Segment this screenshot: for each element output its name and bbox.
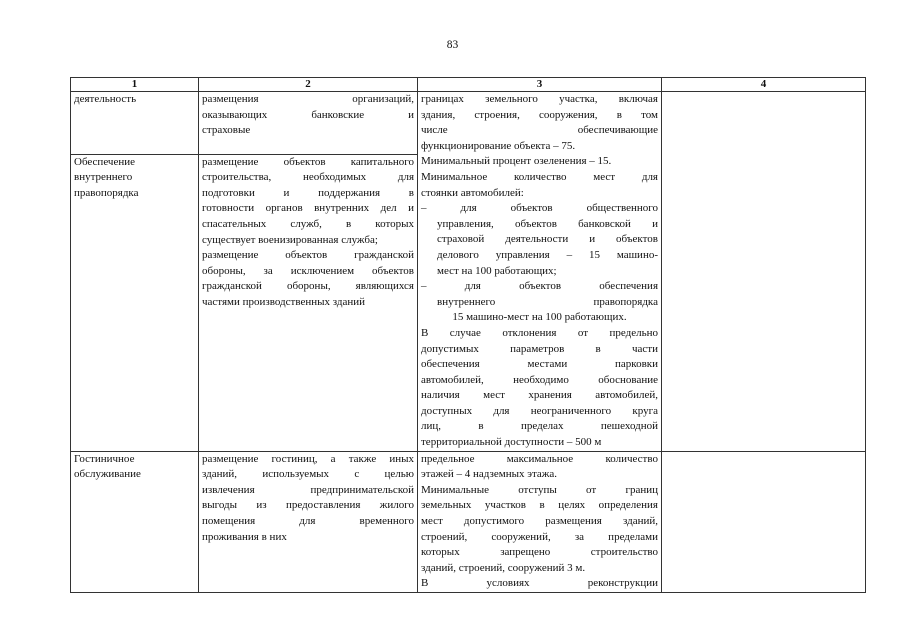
cell-line: гражданской обороны, являющихся xyxy=(202,280,414,293)
cell-line: частями производственных зданий xyxy=(202,296,366,308)
cell-line: мест на 100 работающих; xyxy=(437,264,557,277)
row1-col1 xyxy=(71,92,199,155)
cell-line: Обеспечение xyxy=(74,155,135,168)
header-col-4: 4 xyxy=(662,78,866,92)
row1-2-col4 xyxy=(662,92,866,452)
cell-line: автомобилей, необходимо обоснование xyxy=(421,373,658,386)
cell-line: проживания в них xyxy=(202,530,287,543)
cell-line: границах земельного участка, включая xyxy=(421,93,658,105)
cell-line: размещение объектов гражданской xyxy=(202,249,414,262)
cell-line: обеспечения местами парковки xyxy=(421,358,658,371)
cell-line: территориальной доступности – 500 м xyxy=(421,436,602,449)
cell-line: готовности органов внутренних дел и xyxy=(202,202,414,215)
row3-col1 xyxy=(71,451,199,592)
cell-line: В случае отклонения от предельно xyxy=(421,326,658,339)
cell-line: предельное максимальное количество xyxy=(421,452,658,465)
cell-line: зданий, используемых с целью xyxy=(202,468,414,481)
cell-line: Минимальное количество мест для xyxy=(421,170,658,183)
regulation-table xyxy=(70,77,866,593)
row3-col3 xyxy=(418,451,662,592)
cell-line: страховой деятельности и объектов xyxy=(437,233,658,246)
cell-line: внутреннего xyxy=(74,171,133,184)
cell-line: обслуживание xyxy=(74,468,141,481)
cell-line: лиц, в пределах пешеходной xyxy=(421,420,658,433)
cell-line: – для объектов обеспечения xyxy=(421,280,658,293)
row2-col2 xyxy=(199,154,418,451)
cell-line: существует военизированная служба; xyxy=(202,233,378,246)
cell-line: строений, сооружений, за пределами xyxy=(421,530,658,543)
cell-line: – для объектов общественного xyxy=(421,202,658,215)
cell-line: 15 машино-мест на 100 работающих. xyxy=(452,311,627,324)
cell-line: мест допустимого размещения зданий, xyxy=(421,515,658,528)
page-number: 83 xyxy=(446,39,459,51)
cell-line: правопорядка xyxy=(74,186,139,199)
row1-2-col3 xyxy=(418,92,662,452)
table-row xyxy=(71,92,866,155)
row3-col2 xyxy=(199,451,418,592)
cell-line: размещение гостиниц, а также иных xyxy=(202,452,414,465)
cell-line: размещения организаций, xyxy=(202,93,414,105)
table-row xyxy=(71,451,866,592)
cell-line: внутреннего правопорядка xyxy=(437,295,658,308)
cell-line: функционирование объекта – 75. xyxy=(421,139,576,152)
cell-line: Минимальные отступы от границ xyxy=(421,483,658,496)
cell-line: допустимых параметров в части xyxy=(421,342,658,355)
cell-line: выгоды из предоставления жилого xyxy=(202,499,414,512)
cell-line: земельных участков в целях определения xyxy=(421,499,658,512)
cell-line: оказывающих банковские и xyxy=(202,108,414,121)
cell-line: стоянки автомобилей: xyxy=(421,186,524,199)
cell-line: здания, строения, сооружения, в том xyxy=(421,108,658,121)
cell-line: извлечения предпринимательской xyxy=(202,483,414,496)
cell-line: делового управления – 15 машино- xyxy=(437,248,658,261)
cell-line: зданий, строений, сооружений 3 м. xyxy=(421,561,586,574)
cell-line: доступных для неограниченного круга xyxy=(421,404,658,417)
cell-line: обороны, за исключением объектов xyxy=(202,264,414,277)
cell-line: которых запрещено строительство xyxy=(421,546,658,559)
cell-line: наличия мест хранения автомобилей, xyxy=(421,389,658,402)
cell-line: страховые xyxy=(202,124,251,137)
header-col-3: 3 xyxy=(418,78,662,92)
cell-line: деятельность xyxy=(74,93,137,105)
cell-line: числе обеспечивающие xyxy=(421,124,658,137)
cell-line: Гостиничное xyxy=(74,452,135,465)
row3-col4 xyxy=(662,451,866,592)
cell-line: Минимальный процент озеленения – 15. xyxy=(421,155,612,168)
header-col-1: 1 xyxy=(71,78,199,92)
cell-line: размещение объектов капитального xyxy=(202,155,414,168)
cell-line: спасательных служб, в которых xyxy=(202,218,414,231)
header-col-2: 2 xyxy=(199,78,418,92)
table-header-row xyxy=(71,78,866,92)
cell-line: В условиях реконструкции xyxy=(421,577,658,590)
row2-col1 xyxy=(71,154,199,451)
cell-line: помещения для временного xyxy=(202,515,414,528)
row1-col2 xyxy=(199,92,418,155)
cell-line: этажей – 4 надземных этажа. xyxy=(421,468,558,481)
cell-line: управления, объектов банковской и xyxy=(437,217,658,230)
cell-line: подготовки и поддержания в xyxy=(202,186,414,199)
cell-line: строительства, необходимых для xyxy=(202,171,414,184)
